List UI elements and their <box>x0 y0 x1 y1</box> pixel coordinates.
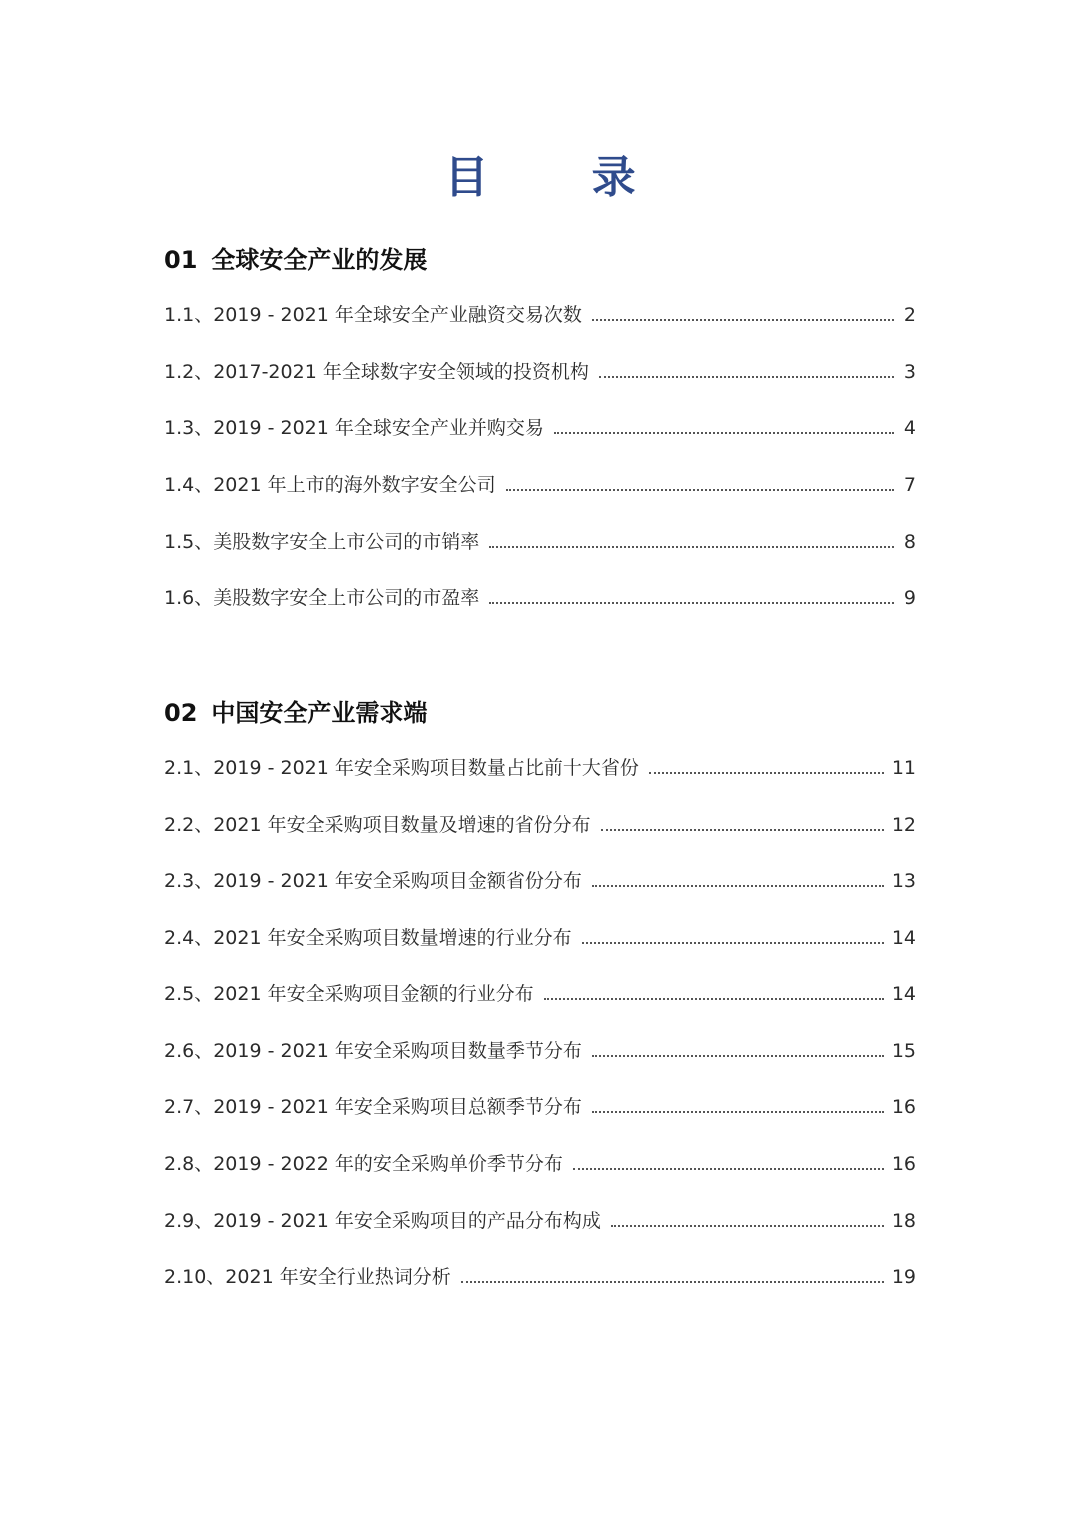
toc-entry-page: 3 <box>903 361 916 383</box>
dot-leader <box>649 772 884 774</box>
dot-leader <box>611 1225 884 1227</box>
toc-entry-label: 2.10、2021 年安全行业热词分析 <box>164 1266 451 1288</box>
toc-entry-page: 16 <box>891 1096 916 1118</box>
dot-leader <box>544 998 884 1000</box>
toc-entry[interactable] <box>164 357 916 387</box>
dot-leader <box>592 1055 884 1057</box>
toc-entry-label: 2.9、2019 - 2021 年安全采购项目的产品分布构成 <box>164 1210 601 1232</box>
toc-entry-label: 1.3、2019 - 2021 年全球安全产业并购交易 <box>164 417 544 439</box>
toc-entry[interactable] <box>164 413 916 443</box>
toc-entry-label: 1.1、2019 - 2021 年全球安全产业融资交易次数 <box>164 304 582 326</box>
toc-entry-label: 2.6、2019 - 2021 年安全采购项目数量季节分布 <box>164 1040 582 1062</box>
section-heading-02 <box>164 696 427 730</box>
toc-entry-page: 11 <box>891 757 916 779</box>
toc-entry-page: 12 <box>891 814 916 836</box>
dot-leader <box>461 1281 884 1283</box>
toc-entry[interactable] <box>164 810 916 840</box>
toc-entry-page: 14 <box>891 983 916 1005</box>
dot-leader <box>592 885 884 887</box>
toc-entry-label: 2.5、2021 年安全采购项目金额的行业分布 <box>164 983 534 1005</box>
dot-leader <box>489 602 894 604</box>
toc-entry-page: 16 <box>891 1153 916 1175</box>
toc-entry-label: 2.3、2019 - 2021 年安全采购项目金额省份分布 <box>164 870 582 892</box>
toc-entry-page: 8 <box>903 531 916 553</box>
toc-entry-page: 2 <box>903 304 916 326</box>
dot-leader <box>601 829 884 831</box>
toc-entry-label: 1.4、2021 年上市的海外数字安全公司 <box>164 474 496 496</box>
page-title: 目 录 <box>444 152 680 203</box>
toc-entry-page: 19 <box>891 1266 916 1288</box>
dot-leader <box>489 546 894 548</box>
toc-entry[interactable] <box>164 470 916 500</box>
toc-entry[interactable] <box>164 583 916 613</box>
toc-entry-page: 15 <box>891 1040 916 1062</box>
dot-leader <box>554 432 894 434</box>
dot-leader <box>506 489 894 491</box>
toc-entry[interactable] <box>164 1036 916 1066</box>
toc-entry[interactable] <box>164 300 916 330</box>
toc-entry-page: 18 <box>891 1210 916 1232</box>
toc-entry-label: 2.8、2019 - 2022 年的安全采购单价季节分布 <box>164 1153 563 1175</box>
toc-entry-page: 9 <box>903 587 916 609</box>
toc-entry[interactable] <box>164 979 916 1009</box>
toc-entry-label: 2.1、2019 - 2021 年安全采购项目数量占比前十大省份 <box>164 757 639 779</box>
toc-entry-label: 2.2、2021 年安全采购项目数量及增速的省份分布 <box>164 814 591 836</box>
toc-entry[interactable] <box>164 1149 916 1179</box>
toc-entry-label: 2.4、2021 年安全采购项目数量增速的行业分布 <box>164 927 572 949</box>
dot-leader <box>599 376 894 378</box>
toc-entry-page: 7 <box>903 474 916 496</box>
toc-entry-page: 13 <box>891 870 916 892</box>
toc-entry[interactable] <box>164 866 916 896</box>
section-number: 02 <box>164 699 198 727</box>
toc-entry-label: 2.7、2019 - 2021 年安全采购项目总额季节分布 <box>164 1096 582 1118</box>
toc-entry[interactable] <box>164 923 916 953</box>
dot-leader <box>592 319 894 321</box>
toc-entry[interactable] <box>164 1262 916 1292</box>
section-title: 全球安全产业的发展 <box>211 246 428 274</box>
toc-entry[interactable] <box>164 753 916 783</box>
section-number: 01 <box>164 246 198 274</box>
section-heading-01 <box>164 243 427 277</box>
dot-leader <box>582 942 884 944</box>
toc-entry[interactable] <box>164 1092 916 1122</box>
toc-entry-page: 4 <box>903 417 916 439</box>
toc-entry[interactable] <box>164 527 916 557</box>
toc-entry-label: 1.2、2017-2021 年全球数字安全领域的投资机构 <box>164 361 589 383</box>
toc-entry-label: 1.5、美股数字安全上市公司的市销率 <box>164 531 480 553</box>
toc-entry-label: 1.6、美股数字安全上市公司的市盈率 <box>164 587 480 609</box>
section-title: 中国安全产业需求端 <box>211 699 428 727</box>
dot-leader <box>573 1168 884 1170</box>
toc-entry-page: 14 <box>891 927 916 949</box>
dot-leader <box>592 1111 884 1113</box>
toc-entry[interactable] <box>164 1206 916 1236</box>
